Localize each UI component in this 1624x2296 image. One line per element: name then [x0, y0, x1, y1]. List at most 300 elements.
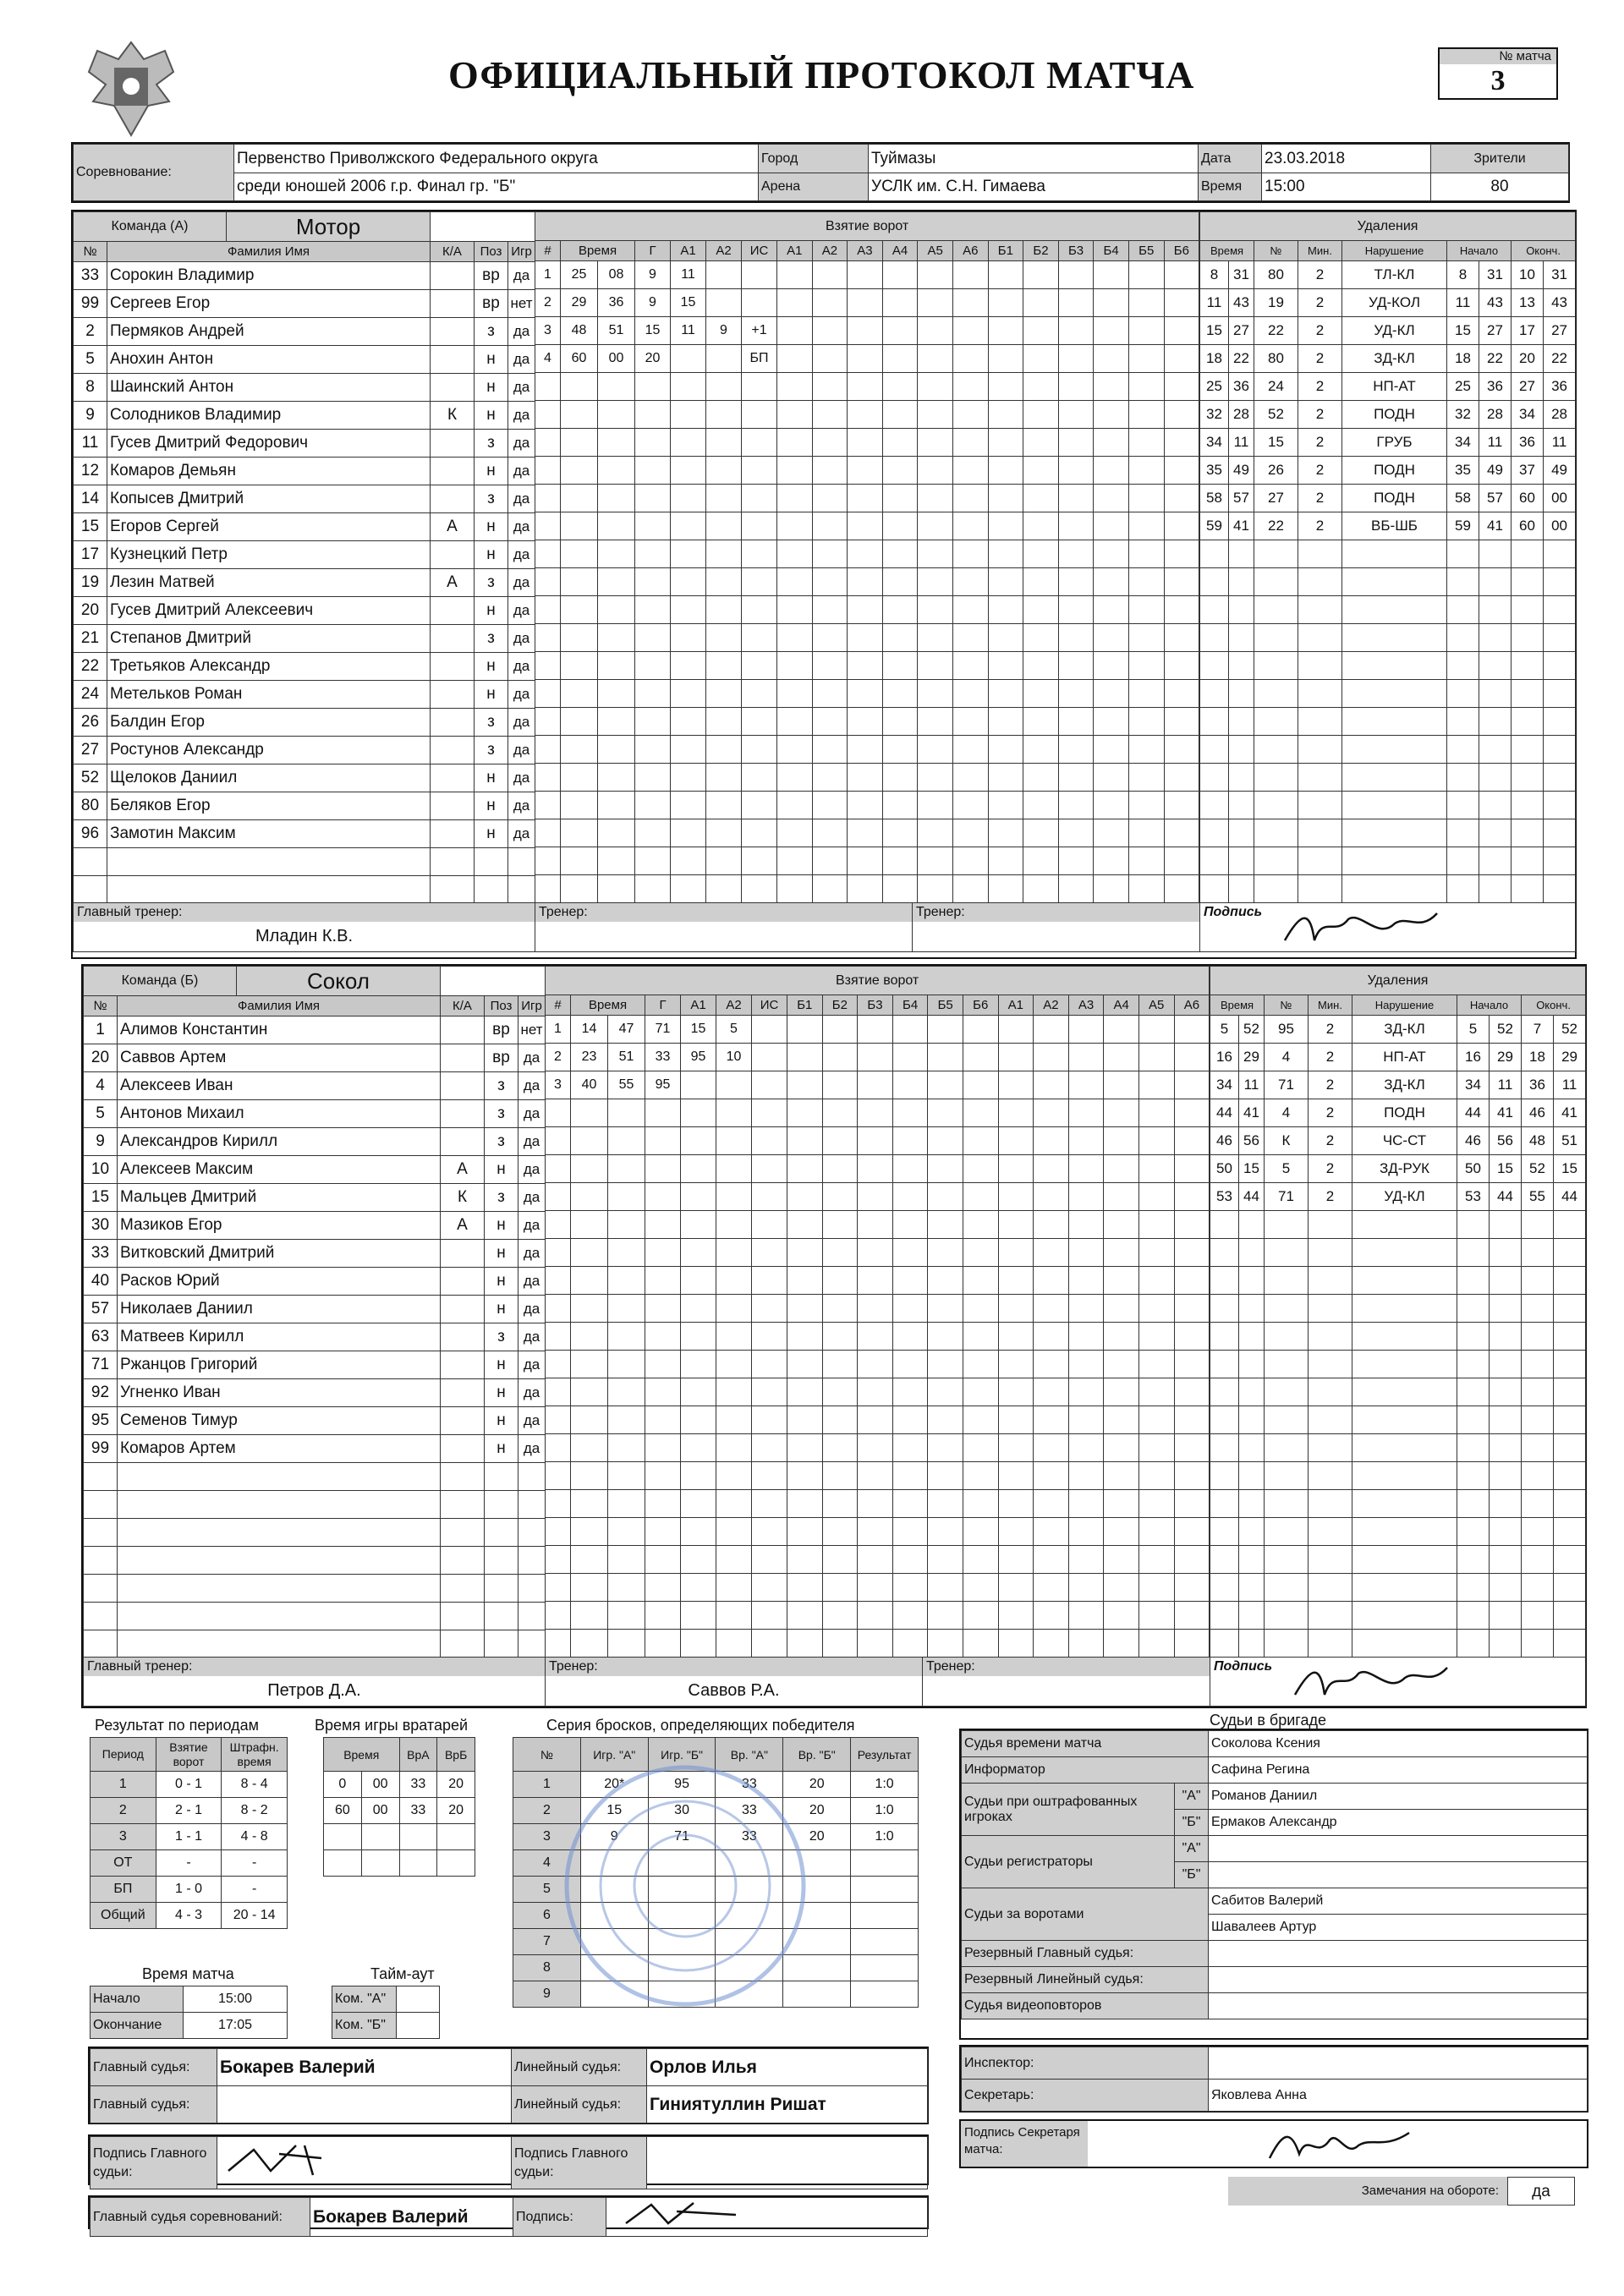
table-row — [1210, 1323, 1586, 1351]
team-a-pen-minutes — [1298, 596, 1342, 624]
shootout-result — [851, 1929, 919, 1955]
team-b-player-play — [518, 1463, 546, 1491]
team-a-pen-col-1: № — [1254, 241, 1298, 261]
goalie-a — [399, 1824, 437, 1850]
team-a-pen-end-sec: 49 — [1544, 457, 1576, 485]
team-b-pen-player — [1265, 1295, 1309, 1323]
shootout-col-0: № — [513, 1738, 581, 1772]
team-a-player-ka — [431, 820, 475, 848]
team-a-player-pos: вр — [475, 290, 508, 318]
team-b-goal-is — [752, 1127, 787, 1155]
team-a-player-ka: К — [431, 402, 475, 430]
team-b-pen-minutes — [1309, 1546, 1352, 1574]
team-b-pen-time-min: 16 — [1210, 1044, 1239, 1071]
team-a-player-pos: з — [475, 485, 508, 513]
team-a-pen-minutes: 2 — [1298, 317, 1342, 345]
team-b-pen-col-0: Время — [1210, 995, 1265, 1016]
team-a-player-no: 20 — [74, 597, 107, 625]
team-a-goal-a2 — [706, 819, 742, 847]
team-b-pen-time-sec — [1239, 1602, 1265, 1630]
team-a-pen-end-min — [1512, 819, 1544, 847]
team-a-goal-sec — [598, 373, 635, 401]
registrar-b-label: "Б" — [1175, 1862, 1209, 1888]
table-row — [546, 1183, 1210, 1211]
team-b-goal-a1 — [681, 1406, 716, 1434]
team-b-pen-col-3: Нарушение — [1352, 995, 1457, 1016]
team-b-section — [81, 964, 1587, 1708]
team-b-pen-start-min — [1457, 1574, 1490, 1602]
team-b-pen-time-sec — [1239, 1462, 1265, 1490]
team-b-goal-a2 — [716, 1211, 752, 1239]
team-a-pen-time-sec: 49 — [1229, 457, 1254, 485]
team-b-goal-scorer — [645, 1127, 681, 1155]
team-a-goal-no — [535, 875, 561, 903]
team-a-pen-start-min — [1447, 568, 1479, 596]
goalie-b — [437, 1824, 475, 1850]
team-b-player-play — [518, 1575, 546, 1603]
goalie-b: 20 — [437, 1772, 475, 1798]
goalie-col-0: Время — [324, 1738, 400, 1772]
match-number-box — [1438, 47, 1558, 100]
team-b-goal-is — [752, 1490, 787, 1518]
match-number-label: № матча — [1440, 49, 1556, 64]
team-b-player-no — [84, 1519, 118, 1547]
team-a-goal-min — [561, 540, 598, 568]
table-row — [1210, 1406, 1586, 1434]
team-b-goal-a2 — [716, 1406, 752, 1434]
team-a-player-ka — [431, 876, 475, 904]
timeout-b-label: Ком. "Б" — [332, 2013, 397, 2039]
table-row — [546, 1071, 1210, 1099]
team-b-goal-a1 — [681, 1434, 716, 1462]
table-row — [91, 1850, 288, 1877]
team-a-player-play: да — [508, 792, 535, 820]
team-a-player-pos: н — [475, 541, 508, 569]
team-a-pen-minutes — [1298, 764, 1342, 792]
periods-col-2: Штрафн. время — [222, 1738, 288, 1772]
period-penalties: - — [222, 1850, 288, 1877]
team-b-pen-time-min — [1210, 1211, 1239, 1239]
team-a-name: Мотор — [295, 214, 361, 239]
table-row — [74, 374, 535, 402]
team-b-goal-scorer — [645, 1351, 681, 1378]
table-row — [546, 1351, 1210, 1378]
table-row — [84, 1407, 546, 1435]
team-b-goal-col-13: А2 — [1034, 995, 1069, 1016]
team-a-goal-min: 25 — [561, 261, 598, 289]
team-b-pen-time-sec — [1239, 1406, 1265, 1434]
team-b-pen-end-sec — [1554, 1295, 1586, 1323]
team-b-pen-end-sec — [1554, 1434, 1586, 1462]
team-b-pen-time-min — [1210, 1406, 1239, 1434]
team-a-goal-sec — [598, 764, 635, 792]
team-b-pen-violation: УД-КЛ — [1352, 1183, 1457, 1211]
team-a-goal-scorer — [635, 512, 671, 540]
team-b-goal-is — [752, 1044, 787, 1071]
team-a-goal-scorer: 9 — [635, 261, 671, 289]
team-a-pen-start-min — [1447, 792, 1479, 819]
team-b-player-name — [118, 1491, 441, 1519]
team-a-player-name: Кузнецкий Петр — [107, 541, 431, 569]
team-a-goal-col-0: # — [535, 241, 561, 261]
team-a-pen-end-min — [1512, 708, 1544, 736]
table-row — [546, 1323, 1210, 1351]
team-a-pen-end-min — [1512, 624, 1544, 652]
team-b-player-name: Алексеев Иван — [118, 1072, 441, 1100]
team-a-pen-end-sec: 27 — [1544, 317, 1576, 345]
team-a-goal-no: 2 — [535, 289, 561, 317]
shootout-col-1: Игр. "А" — [580, 1738, 648, 1772]
team-b-pen-player: 4 — [1265, 1044, 1309, 1071]
table-row — [546, 1211, 1210, 1239]
team-b-pen-end-sec — [1554, 1323, 1586, 1351]
period-goals: 1 - 0 — [156, 1877, 222, 1903]
main-ref-label: Главный судья: — [91, 2049, 217, 2086]
team-b-pen-time-min: 34 — [1210, 1071, 1239, 1099]
team-b-goal-min — [571, 1462, 608, 1490]
team-a-goal-no — [535, 680, 561, 708]
team-a-goal-col-1: Время — [561, 241, 635, 261]
team-b-goal-col-5: ИС — [752, 995, 787, 1016]
team-b-pen-start-min: 44 — [1457, 1099, 1490, 1127]
team-b-goal-is — [752, 1071, 787, 1099]
goalie-sec: 00 — [361, 1772, 399, 1798]
team-b-roster-col-4: Игр — [518, 996, 546, 1016]
team-b-goal-min — [571, 1406, 608, 1434]
team-a-goal-min — [561, 764, 598, 792]
table-row — [1210, 1183, 1586, 1211]
team-a-player-play — [508, 848, 535, 876]
team-a-goal-col-5: ИС — [742, 241, 777, 261]
team-a-goal-sec — [598, 624, 635, 652]
team-b-goal-a2 — [716, 1351, 752, 1378]
team-b-player-no: 95 — [84, 1407, 118, 1435]
team-a-pen-violation — [1342, 652, 1447, 680]
team-b-pen-violation — [1352, 1462, 1457, 1490]
table-row — [1210, 1211, 1586, 1239]
team-a-goal-col-6: А1 — [777, 241, 813, 261]
team-a-goal-sec — [598, 875, 635, 903]
team-a-player-play: да — [508, 653, 535, 681]
team-b-pen-player: 95 — [1265, 1016, 1309, 1044]
officials-box — [88, 2047, 929, 2124]
goalie-b — [437, 1850, 475, 1877]
team-a-player-pos — [475, 876, 508, 904]
team-b-goal-a1: 15 — [681, 1016, 716, 1044]
team-b-player-no — [84, 1491, 118, 1519]
match-number: 3 — [1490, 65, 1506, 96]
team-a-player-ka — [431, 458, 475, 485]
team-a-player-play: да — [508, 764, 535, 792]
informer: Сафина Регина — [1209, 1757, 1588, 1784]
team-a-pen-start-min — [1447, 540, 1479, 568]
team-a-pen-time-min — [1200, 680, 1229, 708]
team-b-goal-sec — [608, 1127, 645, 1155]
team-a-goal-sec — [598, 596, 635, 624]
team-b-goal-is — [752, 1574, 787, 1602]
team-b-goal-scorer — [645, 1574, 681, 1602]
team-b-pen-minutes — [1309, 1574, 1352, 1602]
team-a-pen-time-sec — [1229, 792, 1254, 819]
team-b-pen-violation — [1352, 1574, 1457, 1602]
team-b-goal-a1 — [681, 1378, 716, 1406]
table-row — [1200, 652, 1576, 680]
team-a-player-pos — [475, 848, 508, 876]
team-b-goal-a1 — [681, 1518, 716, 1546]
team-a-goal-scorer — [635, 485, 671, 512]
comp-ref-signature-icon — [606, 2198, 928, 2237]
team-b-pen-end-min — [1522, 1239, 1554, 1267]
team-a-pen-end-sec — [1544, 680, 1576, 708]
team-b-player-ka — [441, 1268, 485, 1296]
team-a-pen-time-min — [1200, 875, 1229, 903]
team-b-player-ka — [441, 1351, 485, 1379]
team-a-goal-scorer: 15 — [635, 317, 671, 345]
team-a-player-no — [74, 848, 107, 876]
team-a-coach1-label: Тренер: — [535, 903, 912, 922]
period-goals: 1 - 1 — [156, 1824, 222, 1850]
team-a-goal-min: 29 — [561, 289, 598, 317]
team-b-pen-end-sec — [1554, 1490, 1586, 1518]
team-b-player-ka — [441, 1407, 485, 1435]
sign-main-label: Подпись Главного судьи: — [91, 2137, 217, 2189]
team-a-pen-time-min: 18 — [1200, 345, 1229, 373]
timeout-table — [332, 1986, 440, 2039]
team-a-pen-violation: ПОДН — [1342, 457, 1447, 485]
team-a-goal-a2: 9 — [706, 317, 742, 345]
team-a-pen-col-4: Начало — [1447, 241, 1512, 261]
team-a-goal-min — [561, 401, 598, 429]
team-b-goal-col-12: А1 — [998, 995, 1034, 1016]
team-b-goal-scorer: 95 — [645, 1071, 681, 1099]
team-a-pen-end-min — [1512, 792, 1544, 819]
team-a-goal-a2 — [706, 485, 742, 512]
team-a-goal-min — [561, 457, 598, 485]
team-a-pen-end-sec — [1544, 792, 1576, 819]
table-row — [74, 709, 535, 737]
team-a-pen-time-min — [1200, 764, 1229, 792]
team-a-goal-no — [535, 540, 561, 568]
comp-ref-box — [88, 2195, 929, 2229]
team-b-pen-time-sec: 52 — [1239, 1016, 1265, 1044]
team-b-pen-minutes — [1309, 1211, 1352, 1239]
team-b-player-play: да — [518, 1379, 546, 1407]
team-b-goal-col-2: Г — [645, 995, 681, 1016]
table-row — [1200, 847, 1576, 875]
team-b-goal-sec: 47 — [608, 1016, 645, 1044]
shootout-no: 4 — [513, 1850, 581, 1877]
team-b-goal-no — [546, 1434, 571, 1462]
main-ref-2 — [217, 2086, 512, 2123]
team-a-head-coach-label: Главный тренер: — [74, 903, 535, 922]
team-b-goal-sec — [608, 1378, 645, 1406]
team-a-pen-time-min: 25 — [1200, 373, 1229, 401]
team-b-goal-scorer — [645, 1211, 681, 1239]
timeout-wrap — [332, 1986, 440, 2039]
team-a-goal-a2 — [706, 261, 742, 289]
team-a-goal-is — [742, 764, 777, 792]
team-a-goal-a2 — [706, 568, 742, 596]
table-row — [546, 1574, 1210, 1602]
team-b-pen-start-sec — [1490, 1406, 1522, 1434]
referees-box — [959, 1729, 1588, 2040]
table-row — [535, 680, 1199, 708]
team-b-goal-sec — [608, 1546, 645, 1574]
team-a-pen-time-min — [1200, 540, 1229, 568]
team-a-pen-minutes: 2 — [1298, 373, 1342, 401]
team-b-goal-scorer — [645, 1099, 681, 1127]
time: 15:00 — [1262, 173, 1431, 201]
shootout-col-2: Игр. "Б" — [648, 1738, 716, 1772]
table-row — [84, 1435, 546, 1463]
team-a-goal-sec: 51 — [598, 317, 635, 345]
team-b-goal-is — [752, 1406, 787, 1434]
table-row — [1200, 875, 1576, 903]
team-a-pen-start-min — [1447, 624, 1479, 652]
table-row — [535, 540, 1199, 568]
team-a-pen-player — [1254, 596, 1298, 624]
team-a-player-no: 11 — [74, 430, 107, 458]
team-b-goal-a1 — [681, 1267, 716, 1295]
team-b-player-play: да — [518, 1407, 546, 1435]
team-a-goal-min — [561, 736, 598, 764]
team-b-goal-a2 — [716, 1267, 752, 1295]
reserve-line-label: Резервный Линейный судья: — [962, 1967, 1209, 1993]
timekeeper: Соколова Ксения — [1209, 1731, 1588, 1757]
team-b-goal-is — [752, 1462, 787, 1490]
team-a-roster — [73, 211, 535, 904]
team-b-goal-no — [546, 1127, 571, 1155]
team-a-goal-min — [561, 596, 598, 624]
team-b-goal-is — [752, 1434, 787, 1462]
team-a-goal-col-10: А5 — [918, 241, 953, 261]
team-a-goal-a1 — [671, 540, 706, 568]
team-a-pen-time-sec — [1229, 540, 1254, 568]
team-a-goal-no — [535, 568, 561, 596]
shootout-no: 9 — [513, 1981, 581, 2008]
team-a-pen-end-sec — [1544, 568, 1576, 596]
team-b-player-play: да — [518, 1156, 546, 1184]
table-row — [546, 1546, 1210, 1574]
team-b-goal-a2 — [716, 1239, 752, 1267]
team-a-pen-violation — [1342, 596, 1447, 624]
table-row — [84, 1351, 546, 1379]
team-a-pen-end-sec — [1544, 596, 1576, 624]
spectators: 80 — [1431, 173, 1569, 201]
table-row — [1210, 1295, 1586, 1323]
team-b-pen-end-min — [1522, 1406, 1554, 1434]
team-b-coaches — [83, 1657, 1586, 1707]
team-b-pen-start-min: 46 — [1457, 1127, 1490, 1155]
team-b-player-name: Саввов Артем — [118, 1044, 441, 1072]
team-a-goal-a1 — [671, 345, 706, 373]
team-a-player-no: 19 — [74, 569, 107, 597]
team-b-pen-end-min — [1522, 1267, 1554, 1295]
team-a-pen-time-min — [1200, 596, 1229, 624]
shootout-player-b: 71 — [648, 1824, 716, 1850]
team-b-player-name: Витковский Дмитрий — [118, 1240, 441, 1268]
team-a-pen-end-sec — [1544, 819, 1576, 847]
team-a-player-pos: н — [475, 346, 508, 374]
team-b-goal-scorer — [645, 1546, 681, 1574]
team-b-pen-time-sec — [1239, 1211, 1265, 1239]
table-row — [546, 1434, 1210, 1462]
team-a-player-name: Лезин Матвей — [107, 569, 431, 597]
team-a-player-ka — [431, 346, 475, 374]
table-row — [74, 625, 535, 653]
team-b-player-play: да — [518, 1184, 546, 1212]
period-label: БП — [91, 1877, 156, 1903]
team-a-pen-end-sec: 11 — [1544, 429, 1576, 457]
team-b-pen-minutes — [1309, 1434, 1352, 1462]
team-b-player-name — [118, 1575, 441, 1603]
team-b-pen-time-sec — [1239, 1267, 1265, 1295]
team-b-pen-minutes — [1309, 1406, 1352, 1434]
team-a-pen-start-sec — [1479, 652, 1512, 680]
team-a-pen-end-min — [1512, 847, 1544, 875]
team-a-pen-violation — [1342, 736, 1447, 764]
team-b-goal-min — [571, 1434, 608, 1462]
team-b-pen-start-sec: 41 — [1490, 1099, 1522, 1127]
team-b-player-play: да — [518, 1435, 546, 1463]
team-b-pen-violation: ЗД-КЛ — [1352, 1071, 1457, 1099]
team-a-player-name: Сергеев Егор — [107, 290, 431, 318]
team-b-player-ka — [441, 1575, 485, 1603]
team-a-pen-time-sec — [1229, 624, 1254, 652]
team-b-goal-a2 — [716, 1434, 752, 1462]
team-a-player-ka: А — [431, 513, 475, 541]
team-b-pen-end-min: 7 — [1522, 1016, 1554, 1044]
team-b-player-pos: н — [485, 1435, 518, 1463]
team-b-goal-no: 2 — [546, 1044, 571, 1071]
team-b-pen-start-sec — [1490, 1351, 1522, 1378]
team-b-player-pos — [485, 1630, 518, 1658]
match-time-title: Время матча — [142, 1965, 234, 1982]
team-a-pen-time-sec — [1229, 680, 1254, 708]
team-b-goal-is — [752, 1546, 787, 1574]
team-a-goal-is: +1 — [742, 317, 777, 345]
team-a-pen-start-sec: 22 — [1479, 345, 1512, 373]
team-a-pen-end-min — [1512, 875, 1544, 903]
team-a-pen-start-sec: 36 — [1479, 373, 1512, 401]
goalie-a: 33 — [399, 1798, 437, 1824]
team-b-player-no: 71 — [84, 1351, 118, 1379]
team-a-player-name: Щелоков Даниил — [107, 764, 431, 792]
team-b-player-ka — [441, 1519, 485, 1547]
team-b-goal-sec — [608, 1490, 645, 1518]
team-b-goal-sec — [608, 1155, 645, 1183]
team-b-player-no — [84, 1603, 118, 1630]
team-b-goal-col-4: А2 — [716, 995, 752, 1016]
team-b-name: Сокол — [307, 968, 370, 994]
team-b-goal-no — [546, 1602, 571, 1630]
team-b-goal-no: 1 — [546, 1016, 571, 1044]
team-a-player-pos: н — [475, 374, 508, 402]
team-b-goal-sec — [608, 1323, 645, 1351]
shootout-col-4: Вр. "Б" — [783, 1738, 851, 1772]
team-b-goal-no — [546, 1211, 571, 1239]
team-b-goal-col-1: Время — [571, 995, 645, 1016]
team-a-player-name: Степанов Дмитрий — [107, 625, 431, 653]
team-b-player-no — [84, 1547, 118, 1575]
table-row — [1210, 1239, 1586, 1267]
table-row — [74, 430, 535, 458]
table-row — [1210, 1546, 1586, 1574]
team-b-pen-time-min: 53 — [1210, 1183, 1239, 1211]
team-b-goal-a2 — [716, 1462, 752, 1490]
team-b-player-pos — [485, 1603, 518, 1630]
team-a-pen-time-sec: 11 — [1229, 429, 1254, 457]
